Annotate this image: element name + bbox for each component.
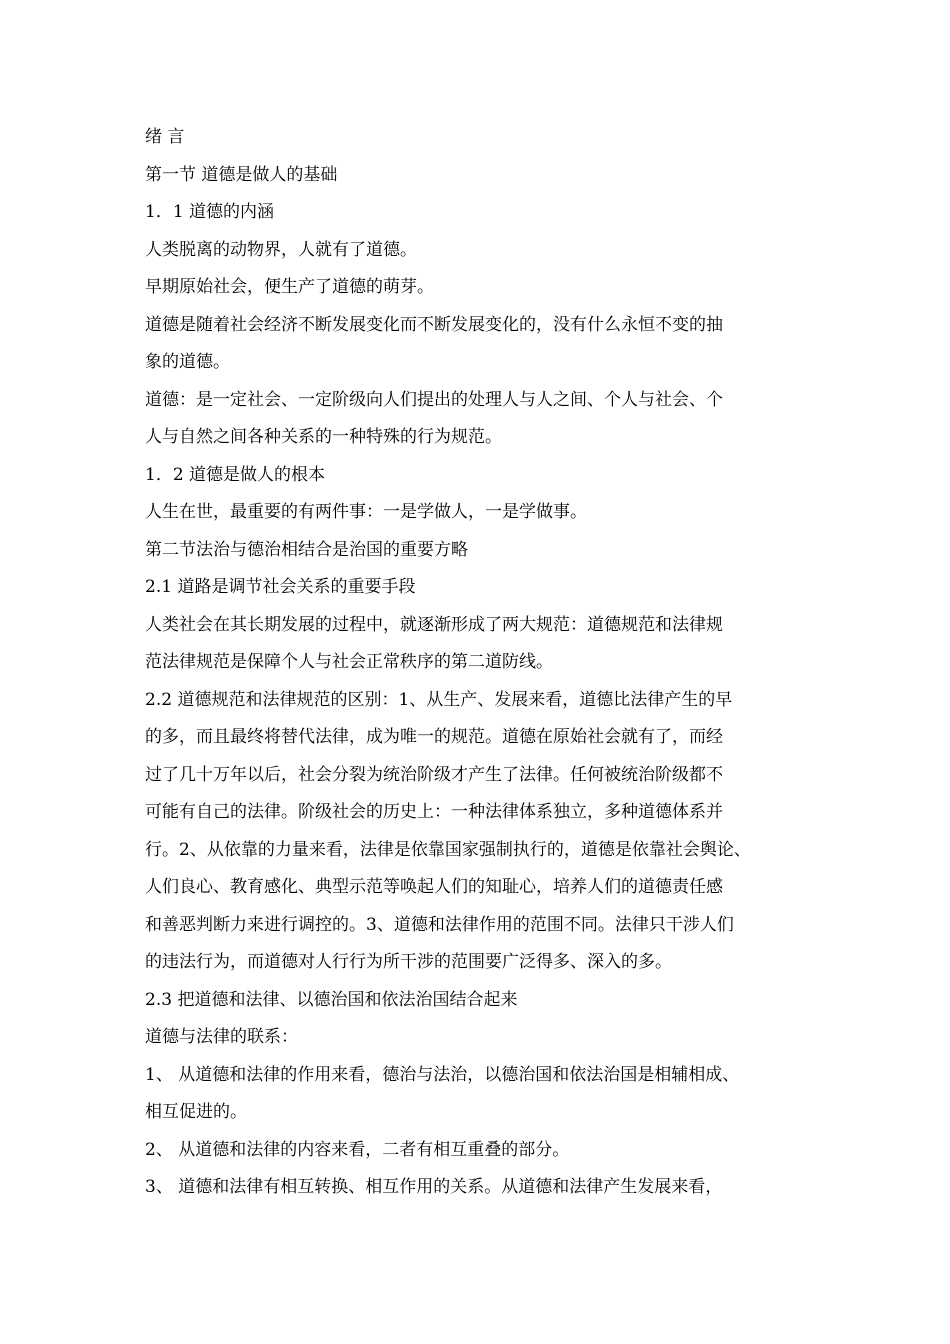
list-item-3: 3、 道德和法律有相互转换、相互作用的关系。从道德和法律产生发展来看， [145,1177,723,1197]
subsection-1-1-title: 1．1 道德的内涵 [145,202,275,222]
text-line: 人类脱离的动物界，人就有了道德。 [145,239,417,260]
text-line: 人与自然之间各种关系的一种特殊的行为规范。 [145,427,502,447]
subsection-2-1-title: 2.1 道路是调节社会关系的重要手段 [145,577,416,597]
subsection-2-3-title: 2.3 把道德和法律、以德治国和依法治国结合起来 [145,989,518,1010]
section-1-title: 第一节 道德是做人的基础 [145,164,338,185]
subsection-1-2-title: 1．2 道德是做人的根本 [145,464,326,485]
heading-preface: 绪 言 [145,127,185,147]
text-line: 和善恶判断力来进行调控的。3、道德和法律作用的范围不同。法律只干涉人们 [145,914,734,935]
text-line: 道德与法律的联系： [145,1027,298,1047]
text-line: 人类社会在其长期发展的过程中，就逐渐形成了两大规范：道德规范和法律规 [145,614,723,635]
text-line: 相互促进的。 [145,1102,247,1122]
text-line: 道德：是一定社会、一定阶级向人们提出的处理人与人之间、个人与社会、个 [145,389,723,410]
subsection-2-2-text: 2.2 道德规范和法律规范的区别：1、从生产、发展来看，道德比法律产生的早 [145,689,733,710]
document-body [145,119,815,1207]
text-line: 人们良心、教育感化、典型示范等唤起人们的知耻心，培养人们的道德责任感 [145,877,723,897]
text-line: 象的道德。 [145,352,230,372]
list-item-1: 1、 从道德和法律的作用来看，德治与法治，以德治国和依法治国是相辅相成、 [145,1064,740,1085]
text-line: 早期原始社会，便生产了道德的萌芽。 [145,277,434,297]
list-item-2: 2、 从道德和法律的内容来看，二者有相互重叠的部分。 [145,1139,570,1160]
text-line: 的违法行为，而道德对人行行为所干涉的范围要广泛得多、深入的多。 [145,952,672,972]
text-line: 可能有自己的法律。阶级社会的历史上：一种法律体系独立，多种道德体系并 [145,802,723,822]
section-2-title: 第二节法治与德治相结合是治国的重要方略 [145,539,468,560]
text-line: 行。2、从依靠的力量来看，法律是依靠国家强制执行的，道德是依靠社会舆论、 [145,839,751,860]
text-line: 道德是随着社会经济不断发展变化而不断发展变化的，没有什么永恒不变的抽 [145,314,723,335]
text-line: 范法律规范是保障个人与社会正常秩序的第二道防线。 [145,652,553,672]
text-line: 人生在世，最重要的有两件事：一是学做人，一是学做事。 [145,502,587,522]
text-line: 过了几十万年以后，社会分裂为统治阶级才产生了法律。任何被统治阶级都不 [145,764,723,785]
text-line: 的多，而且最终将替代法律，成为唯一的规范。道德在原始社会就有了，而经 [145,727,723,747]
